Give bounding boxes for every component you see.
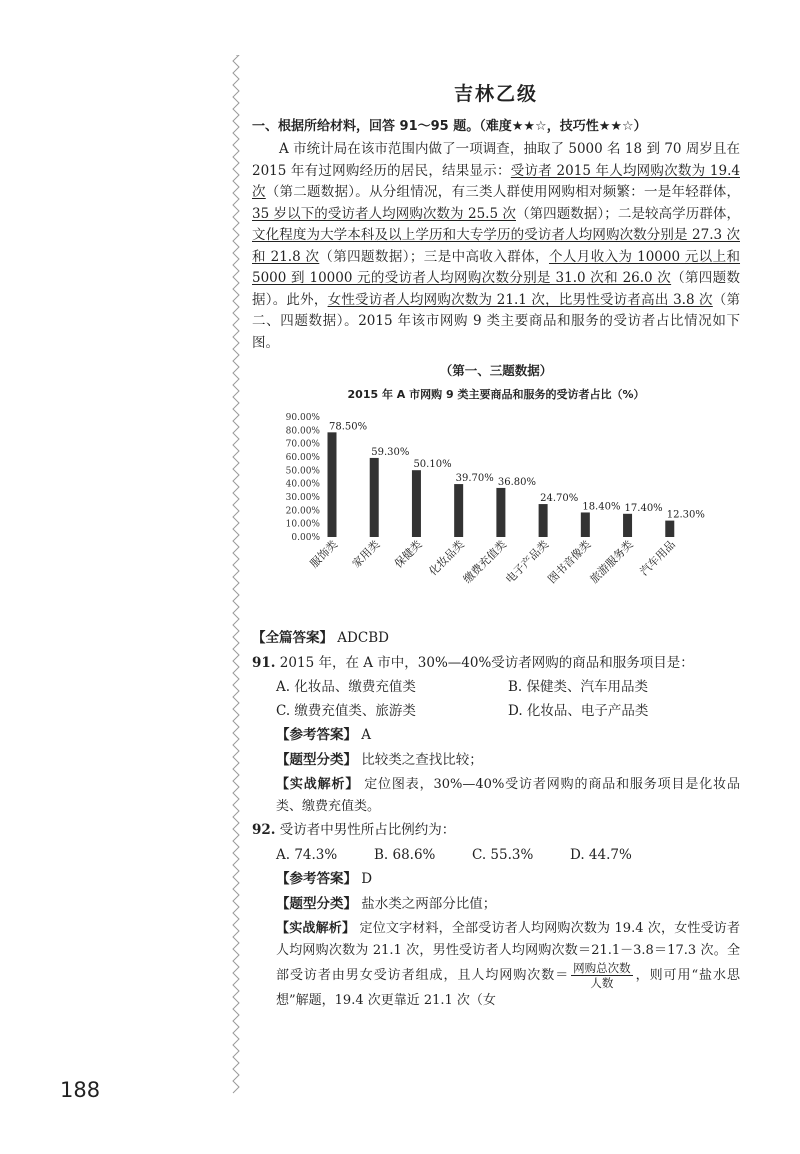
data-label: 24.70% [540,493,579,505]
question-stem: 受访者中男性所占比例约为： [279,822,456,838]
option-d: D. 44.7% [570,846,632,863]
fraction-numerator: 网购总次数 [573,961,631,975]
x-tick-label: 电子产品类 [503,537,552,587]
y-tick-label: 20.00% [285,506,320,517]
explanation-text: ，则可用“盐水思想”解题，19.4 次更靠近 21.1 次（女 [276,968,740,1008]
reference-answer [252,725,740,747]
x-tick-label: 家用类 [349,537,383,571]
y-tick-label: 90.00% [285,413,320,423]
bar [665,521,674,537]
y-tick-label: 40.00% [285,479,320,490]
passage-text: （第四题数据）；二是较高学历群体， [516,205,740,222]
type-tag: 【题型分类】 [276,895,357,912]
passage-text: A 市统计局在该市范围内做了一项调查，抽取了 5000 名 18 到 70 周岁且在 2015 年有过网购经历的居民，结果显示： [252,141,740,179]
binding-edge-decoration [232,55,240,1095]
passage-text: （第二题数据）。从分组情况，有三类人群使用网购相对频繁：一是年轻群体， [265,184,740,200]
bar [454,484,463,537]
passage-underline: 35 岁以下的受访者人均网购次数为 25.5 次 [252,205,516,222]
material-passage [252,139,740,354]
x-tick-label: 图书音像类 [545,537,594,587]
type-value: 盐水类之两部分比值； [361,895,497,912]
answers-tag: 【全篇答案】 [252,630,333,646]
bar [581,512,590,537]
x-tick-label: 旅游服务类 [587,537,636,587]
y-tick-label: 50.00% [285,466,320,477]
x-tick-label: 服饰类 [307,537,341,571]
bar [370,458,379,537]
x-tick-label: 保健类 [392,537,425,571]
data-label: 36.80% [497,476,537,488]
question-type [252,894,740,916]
option-b: B. 保健类、汽车用品类 [508,679,649,695]
passage-underline: 受访者 2015 年人均网购次数为 19.4 次 [252,162,740,200]
page-title: 吉林乙级 [453,83,538,105]
question-type [252,750,740,772]
bar [496,488,505,537]
data-label: 18.40% [582,501,621,513]
data-label: 59.30% [371,446,410,458]
option-a: A. 化妆品、缴费充值类 [276,679,416,695]
options-row [252,845,740,867]
data-label: 12.30% [666,509,705,521]
y-tick-label: 70.00% [285,439,320,450]
explanation-tag: 【实战解析】 [276,921,356,936]
question-stem: 2015 年，在 A 市中，30%—40%受访者网购的商品和服务项目是： [279,654,694,671]
answers-value: ADCBD [337,630,389,646]
answers-line [252,628,740,650]
bar [412,470,421,537]
reference-answer [252,869,740,891]
options-row [252,677,740,699]
passage-text: （第四题数据）。此外， [252,270,740,308]
chart-title: 2015 年 A 市网购 9 类主要商品和服务的受访者占比（%） [347,387,645,401]
reference-tag: 【参考答案】 [276,871,357,887]
type-value: 比较类之查找比较； [361,751,483,768]
explanation-text: 定位图表，30%—40%受访者网购的商品和服务项目是化妆品类、缴费充值类。 [276,777,740,814]
reference-value: D [361,871,373,887]
bar [328,432,337,537]
question-number: 92. [252,822,276,838]
option-a: A. 74.3% [276,846,338,863]
option-c: C. 55.3% [472,846,534,863]
bar [539,504,548,537]
section-heading: 一、根据所给材料，回答 91～95 题。（难度★★☆，技巧性★★☆） [252,118,647,134]
passage-underline: 文化程度为大学本科及以上学历和大专学历的受访者人均网购次数分别是 27.3 次和 21.8 次 [252,227,740,265]
bar-chart [272,407,712,625]
option-c: C. 缴费充值类、旅游类 [276,702,416,719]
passage-text: （第四题数据）；三是中高收入群体， [319,248,549,265]
type-tag: 【题型分类】 [276,751,357,768]
y-tick-label: 10.00% [285,519,320,530]
y-tick-label: 60.00% [285,453,320,463]
passage-underline: 女性受访者人均网购次数为 21.1 次，比男性受访者高出 3.8 次 [327,291,713,308]
x-tick-label: 缴费充值类 [460,537,510,587]
data-label: 78.50% [329,421,368,433]
data-label: 17.40% [624,502,663,514]
option-b: B. 68.6% [374,846,436,863]
page-content [252,78,740,1015]
y-tick-label: 30.00% [285,493,320,503]
bar [623,514,632,537]
question-number: 91. [252,654,276,671]
reference-value: A [361,727,372,743]
fraction-denominator: 人数 [590,976,614,990]
explanation [252,774,740,817]
explanation-tag: 【实战解析】 [276,777,360,792]
question-92 [252,820,740,842]
option-d: D. 化妆品、电子产品类 [508,702,649,719]
explanation [252,918,740,1012]
explanation-text: 定位文字材料，全部受访者人均网购次数为 19.4 次，女性受访者人均网购次数为 21.1 次，男性受访者人均网购次数＝21.1－3.8＝17.3 次。全部受访者由男女受访者组成，且人均网购次数＝ [276,921,740,983]
x-tick-label: 化妆品类 [426,537,467,579]
question-91 [252,653,740,675]
data-label: 50.10% [413,459,452,471]
passage-text: （第二、四题数据）。2015 年该市网购 9 类主要商品和服务的受访者占比情况如下图。 [252,291,741,351]
x-tick-label: 汽车用品 [637,537,678,579]
page-number: 188 [60,1078,101,1102]
options-row [252,701,740,723]
fraction [571,961,633,990]
y-tick-label: 0.00% [291,533,320,543]
y-tick-label: 80.00% [285,426,320,437]
data-label: 39.70% [455,473,494,485]
reference-tag: 【参考答案】 [276,727,357,743]
chart-caption: （第一、三题数据） [439,363,553,378]
passage-underline: 个人月收入为 10000 元以上和 5000 到 10000 元的受访者人均网购次数分别是 31.0 次和 26.0 次 [252,248,741,286]
